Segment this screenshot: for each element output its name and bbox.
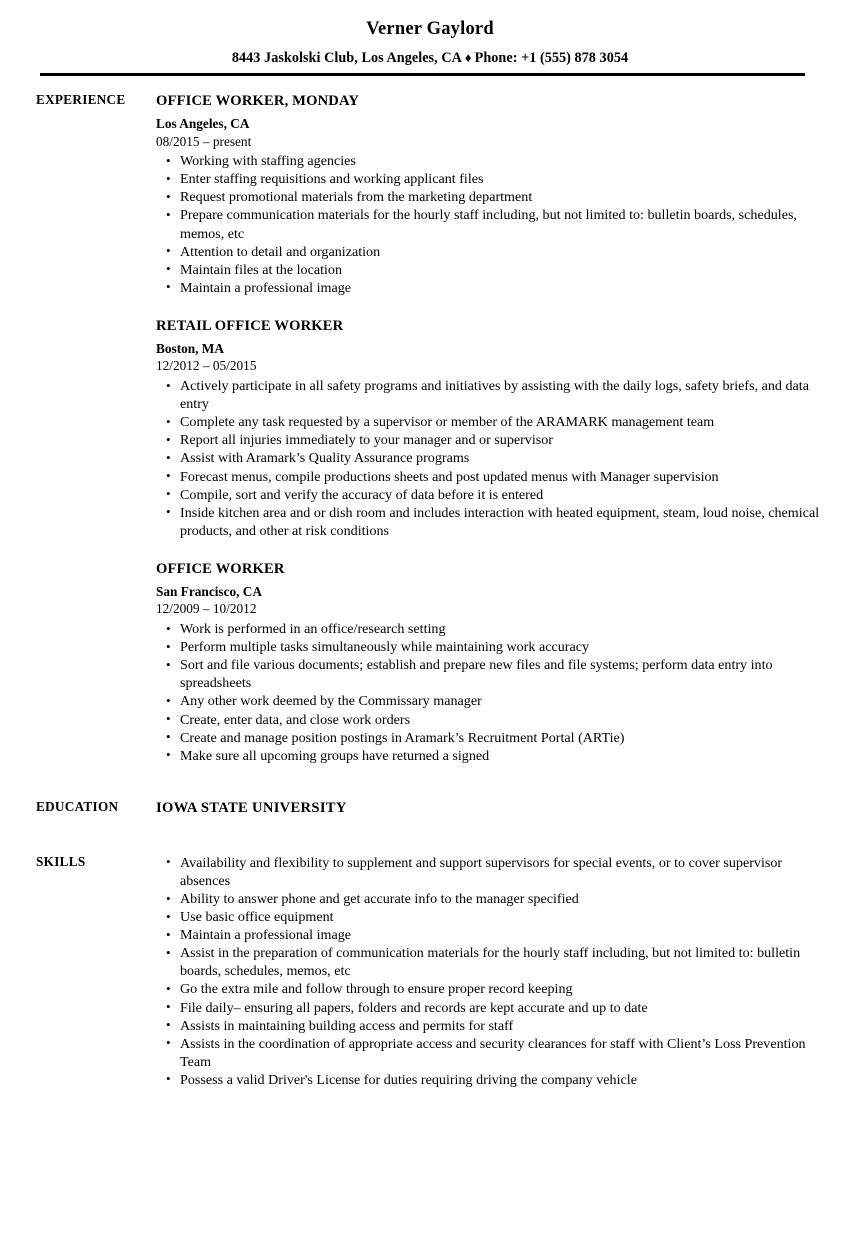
skill-item: • Maintain a professional image [156, 926, 832, 944]
job-title: OFFICE WORKER, MONDAY [156, 92, 360, 109]
job-dates: 08/2015 – present [156, 133, 252, 149]
skills-list [156, 854, 860, 1089]
bullet-item: • Sort and file various documents; establish and prepare new files and file systems; perform data entry into spreadsheets [156, 656, 832, 692]
contact-line [0, 50, 860, 67]
bullet-item: • Forecast menus, compile productions sheets and post updated menus with Manager supervision [156, 468, 832, 486]
bullet-list [156, 377, 860, 540]
bullet-item: • Any other work deemed by the Commissary manager [156, 692, 832, 710]
section-label-experience: EXPERIENCE [36, 91, 126, 107]
experience-entry [156, 317, 860, 540]
bullet-item: • Create, enter data, and close work orders [156, 711, 832, 729]
skills-section [0, 854, 860, 1089]
bullet-item: • Attention to detail and organization [156, 243, 832, 261]
candidate-name: Verner Gaylord [366, 19, 494, 39]
job-dates: 12/2012 – 05/2015 [156, 358, 257, 374]
section-label-education: EDUCATION [36, 798, 119, 814]
skill-item: • File daily– ensuring all papers, folders and records are kept accurate and up to date [156, 999, 832, 1017]
bullet-item: • Working with staffing agencies [156, 152, 832, 170]
contact-phone: Phone: +1 (555) 878 3054 [474, 50, 629, 67]
bullet-list [156, 152, 860, 297]
skill-item: • Assists in maintaining building access and permits for staff [156, 1017, 832, 1035]
bullet-item: • Request promotional materials from the marketing department [156, 188, 832, 206]
job-location: San Francisco, CA [156, 583, 263, 599]
job-title: OFFICE WORKER [156, 560, 285, 577]
bullet-item: • Prepare communication materials for the hourly staff including, but not limited to: bulletin boards, schedules, memos, etc [156, 206, 832, 242]
skill-item: • Assists in the coordination of appropriate access and security clearances for staff with Client’s Loss Prevention Team [156, 1035, 832, 1071]
experience-entry [156, 560, 860, 765]
bullet-item: • Assist with Aramark’s Quality Assurance programs [156, 449, 832, 467]
bullet-item: • Maintain a professional image [156, 279, 832, 297]
bullet-item: • Inside kitchen area and or dish room and includes interaction with heated equipment, steam, loud noise, chemical products, and other at risk conditions [156, 504, 832, 540]
skill-item: • Ability to answer phone and get accurate info to the manager specified [156, 890, 832, 908]
job-title: RETAIL OFFICE WORKER [156, 317, 344, 334]
skill-item: • Use basic office equipment [156, 908, 832, 926]
job-location: Los Angeles, CA [156, 115, 250, 131]
job-dates: 12/2009 – 10/2012 [156, 601, 257, 617]
contact-address: 8443 Jaskolski Club, Los Angeles, CA [231, 50, 462, 67]
bullet-item: • Complete any task requested by a supervisor or member of the ARAMARK management team [156, 413, 832, 431]
skill-item: • Go the extra mile and follow through to ensure proper record keeping [156, 980, 832, 998]
diamond-separator-icon: ♦ [464, 50, 472, 66]
education-section [0, 799, 860, 818]
bullet-item: • Actively participate in all safety programs and initiatives by assisting with the daily logs, safety briefs, and data entry [156, 377, 832, 413]
bullet-list [156, 620, 860, 765]
bullet-item: • Make sure all upcoming groups have returned a signed [156, 747, 832, 765]
skill-item: • Assist in the preparation of communication materials for the hourly staff including, but not limited to: bulletin boards, schedules, memos, etc [156, 944, 832, 980]
skill-item: • Availability and flexibility to supplement and support supervisors for special events, or to cover supervisor absences [156, 854, 832, 890]
education-school: IOWA STATE UNIVERSITY [156, 799, 347, 816]
bullet-item: • Compile, sort and verify the accuracy of data before it is entered [156, 486, 832, 504]
experience-section [0, 92, 860, 765]
experience-entry [156, 92, 860, 297]
resume-header [0, 0, 860, 76]
bullet-item: • Maintain files at the location [156, 261, 832, 279]
skill-item: • Possess a valid Driver's License for duties requiring driving the company vehicle [156, 1071, 832, 1089]
education-list [156, 799, 860, 818]
bullet-item: • Work is performed in an office/research setting [156, 620, 832, 638]
bullet-item: • Report all injuries immediately to your manager and or supervisor [156, 431, 832, 449]
bullet-item: • Perform multiple tasks simultaneously while maintaining work accuracy [156, 638, 832, 656]
bullet-item: • Create and manage position postings in Aramark’s Recruitment Portal (ARTie) [156, 729, 832, 747]
bullet-item: • Enter staffing requisitions and working applicant files [156, 170, 832, 188]
job-location: Boston, MA [156, 340, 224, 356]
header-divider [40, 73, 805, 76]
section-label-skills: SKILLS [36, 853, 86, 869]
experience-list [156, 92, 860, 765]
